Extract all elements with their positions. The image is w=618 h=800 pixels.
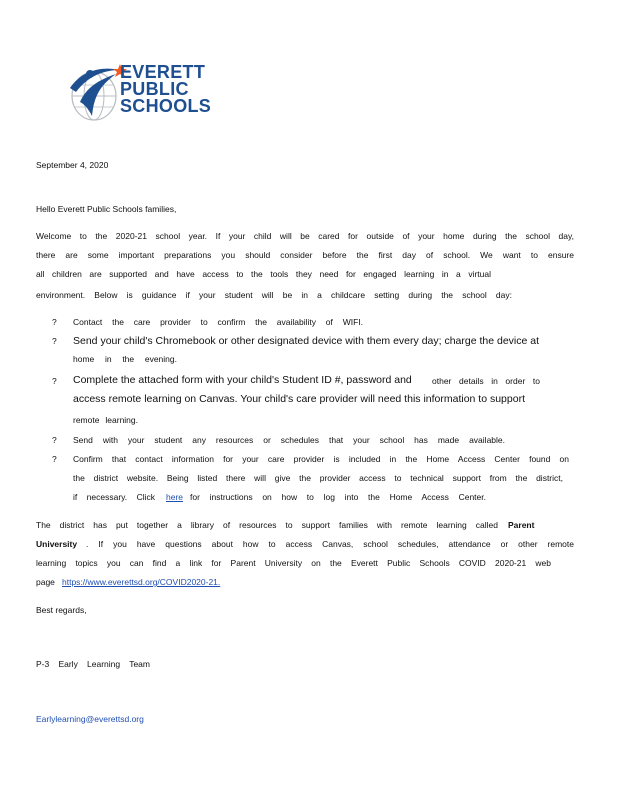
bullet-resources: Send with your student any resources or schedules that your school has made available. bbox=[73, 435, 505, 445]
parent-university-label-2: University bbox=[36, 539, 78, 549]
intro-line-3: all children are supported and have access to the tools they need for engaged learning in a virtual bbox=[36, 269, 491, 279]
bullet-form-line-3: remote learning. bbox=[73, 415, 138, 425]
bullet-marker: ? bbox=[52, 317, 57, 327]
bullet-chromebook-line-1: Send your child's Chromebook or other designated device with them every day; charge the device at bbox=[73, 335, 540, 347]
bullet-form-line-2: access remote learning on Canvas. Your child's care provider will need this information to support bbox=[73, 393, 525, 405]
bullet-marker: ? bbox=[52, 336, 57, 346]
bullet-form-line-1a: Complete the attached form with your child's Student ID #, password and bbox=[73, 374, 412, 386]
bullet-chromebook-line-2: home in the evening. bbox=[73, 354, 177, 364]
email-link[interactable]: Earlylearning@everettsd.org bbox=[36, 714, 144, 724]
letter-date: September 4, 2020 bbox=[36, 160, 109, 170]
bullet-marker: ? bbox=[52, 376, 57, 386]
instructions-link[interactable]: here bbox=[166, 492, 184, 502]
library-line-1a: The district has put together a library of resources to support families with remote learning called bbox=[36, 520, 498, 530]
signature: P-3 Early Learning Team bbox=[36, 659, 150, 669]
bullet-form-line-1b: other details in order to bbox=[432, 376, 540, 386]
covid-page-link[interactable]: https://www.everettsd.org/COVID2020-21. bbox=[62, 577, 221, 587]
library-line-2b: . If you have questions about how to access Canvas, school schedules, attendance or other remote bbox=[86, 539, 574, 549]
bullet-hac-line-1: Confirm that contact information for your care provider is included in the Home Access Center found on bbox=[73, 454, 569, 464]
bullet-wifi: Contact the care provider to confirm the availability of WIFI. bbox=[73, 317, 363, 327]
library-line-3: learning topics you can find a link for Parent University on the Everett Public Schools COVID 2020-21 web bbox=[36, 558, 551, 568]
logo-wordmark bbox=[120, 64, 211, 115]
bullet-hac-line-3b: for instructions on how to log into the Home Access Center. bbox=[190, 492, 486, 502]
logo-line-1: EVERETT bbox=[120, 62, 206, 82]
bullet-marker: ? bbox=[52, 454, 57, 464]
closing: Best regards, bbox=[36, 605, 87, 615]
intro-line-4: environment. Below is guidance if your student will be in a childcare setting during the school day: bbox=[36, 290, 512, 300]
library-line-4a: page bbox=[36, 577, 55, 587]
greeting: Hello Everett Public Schools families, bbox=[36, 204, 177, 214]
intro-line-2: there are some important preparations you should consider before the first day of school. We want to ensure bbox=[36, 250, 574, 260]
district-logo bbox=[68, 58, 228, 128]
logo-line-3: SCHOOLS bbox=[120, 96, 212, 116]
bullet-hac-line-3a: if necessary. Click bbox=[73, 492, 155, 502]
logo-line-2: PUBLIC bbox=[120, 79, 189, 99]
swoosh-globe-icon bbox=[68, 58, 128, 128]
parent-university-label-1: Parent bbox=[508, 520, 535, 530]
bullet-marker: ? bbox=[52, 435, 57, 445]
intro-line-1: Welcome to the 2020-21 school year. If your child will be cared for outside of your home during the school day, bbox=[36, 231, 574, 241]
bullet-hac-line-2: the district website. Being listed there will give the provider access to technical support from the district, bbox=[73, 473, 563, 483]
